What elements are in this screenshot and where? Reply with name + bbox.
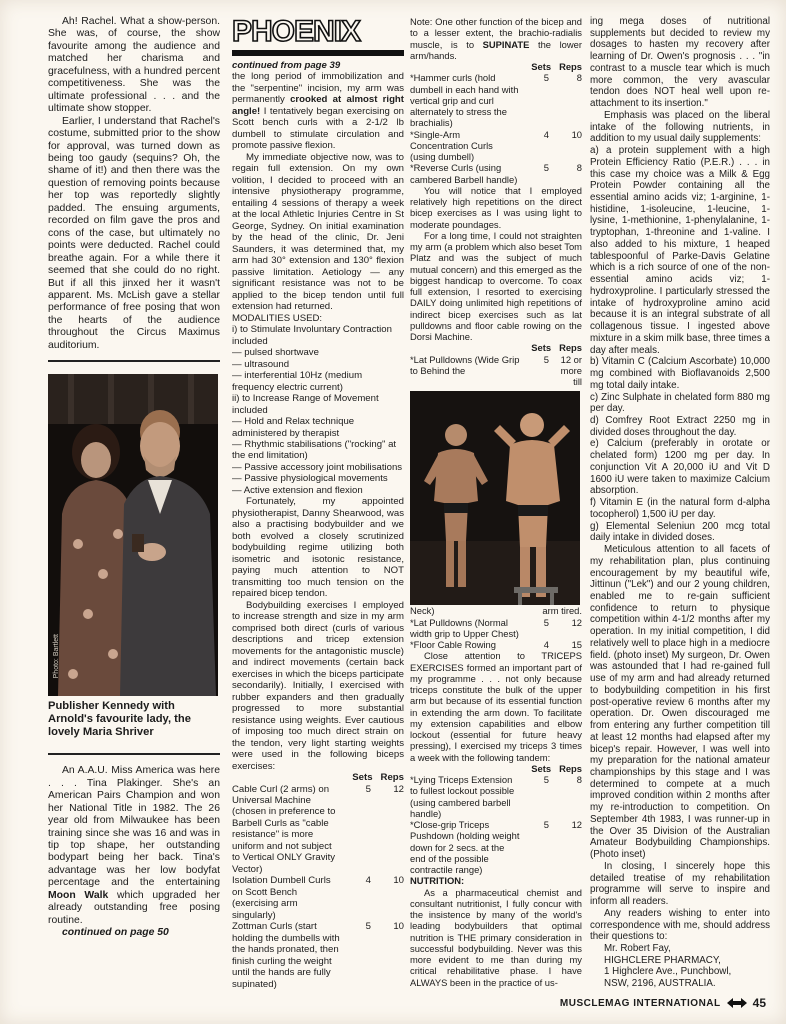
nutrition-heading: NUTRITION: (410, 875, 465, 887)
text: the long period of immobilization and the "serpentine" incision, my arm was permanently (232, 71, 404, 106)
exercise-sets: 5 (543, 353, 549, 365)
bold-text: crooked at almost right angle! (232, 94, 404, 117)
column-1 (48, 16, 220, 940)
exercise-table (410, 72, 582, 185)
photo-kennedy-shriver (48, 374, 218, 696)
exercise-row (410, 72, 582, 128)
article-paragraph (410, 16, 582, 61)
exercise-table (410, 617, 582, 651)
exercise-reps: 10 (393, 921, 404, 933)
exercise-reps: 12 (571, 819, 582, 830)
address-block (590, 943, 770, 990)
article-paragraph: Close attention to TRICEPS EXERCISES formed an important part of my programme . . . not only because triceps constitute the bulk of the upper arm but because of its essential function in extending the arm down. To facilitate my extension capabilities and elbow lockout (essential for future heavy pressing), I exercised my triceps 3 times a week with the following tandem: (410, 650, 582, 763)
article-paragraph (232, 71, 404, 151)
exercise-row (410, 354, 582, 388)
article-paragraph: In closing, I sincerely hope this detailed treatise of my rehabilitation programme will serve to inspire and inform all readers. (590, 860, 770, 908)
exercise-row (410, 129, 582, 163)
story-paragraph: Earlier, I understand that Rachel's costume, submitted prior to the show for approval, was turned down as being too gaudy (sequins? Oh, the shame of it!) and then there was the question of removing points because her top was reportedly slightly padded. The ensuing arguments, recorded on film gave the pros and cons of the case, but ultimately no points were deducted. Rachel could breathe again. For a while there it seemed that she could do no right. But if all this jinxed her it wasn't apparent. Ms. McLish gave a stellar performance of free posing that won the hearts of the audience throughout the Circus Maximus auditorium. (48, 115, 220, 351)
exercise-name: Cable Curl (2 arms) on Universal Machine (chosen in preference to Barbell Curls as "cable resistance" is more uniform and not subject to Vertical ONLY Gravity Vector) (232, 783, 336, 875)
exercise-sets: 4 (543, 128, 549, 140)
exercise-reps: arm tired. (542, 605, 582, 617)
reps-header: Reps (559, 342, 582, 354)
modality-item: — pulsed shortwave (232, 347, 319, 359)
exercise-row (410, 774, 582, 819)
exercise-sets: 5 (543, 616, 549, 628)
exercise-table (410, 774, 582, 875)
modality-item: — interferential 10Hz (medium frequency electric current) (232, 370, 363, 393)
modalities-list (232, 313, 404, 497)
photo-credit: Photo: Bartlett (53, 633, 60, 679)
magazine-name: MUSCLEMAG INTERNATIONAL (559, 997, 721, 1009)
exercise-sets: 4 (543, 639, 549, 650)
address-line: Mr. Robert Fay, (604, 943, 671, 955)
address-line: NSW, 2196, AUSTRALIA. (604, 978, 716, 990)
article-paragraph: Any readers wishing to enter into correspondence with me, should address their questions to: (590, 907, 770, 943)
article-paragraph: Bodybuilding exercises I employed to increase strength and size in my arm comprised both direct (curls of various descriptions and tricep extension movements for the antagonistic muscle) and indirect movements (certain back exercises in which the biceps participate secondarily). Initially, I exercised with rubber expanders and then gradually progressed to more substantial resistance using weights. Ever cautious of imposing too much direct strain on the tendon, very light starting weights were used in the following biceps exercises: (232, 599, 404, 772)
sets-header: Sets (531, 762, 552, 774)
exercise-row (410, 617, 582, 640)
exercise-sets: 5 (543, 774, 549, 785)
modality-item: — Passive accessory joint mobilisations (232, 461, 403, 473)
modality-item: ii) to Increase Range of Movement included (232, 393, 379, 416)
moon-walk-bold: Moon Walk (48, 889, 109, 901)
phoenix-logo: PHOENIX (232, 16, 404, 56)
table-header (410, 763, 582, 774)
article-paragraph: Emphasis was placed on the liberal intake of the following nutrients, in addition to my usual daily supplements: (590, 109, 770, 145)
nutrient-item: g) Elemental Seleniun 200 mcg total daily intake in divided doses. (590, 520, 770, 544)
nutrient-item: f) Vitamin E (in the natural form d-alpha tocopherol) 1,500 iU per day. (590, 497, 770, 520)
modality-item: i) to Stimulate Involuntary Contraction included (232, 324, 392, 347)
exercise-reps: 15 (571, 639, 582, 650)
nutrient-item: d) Comfrey Root Extract 2250 mg in divided doses throughout the day. (590, 414, 770, 438)
sets-header: Sets (531, 342, 552, 354)
sets-header: Sets (531, 61, 552, 72)
table-header (232, 772, 404, 783)
photo-caption: Publisher Kennedy with Arnold's favourite lady, the lovely Maria Shriver (48, 700, 191, 739)
modality-item: — Passive physiological movements (232, 473, 388, 485)
exercise-name: *Close-grip Triceps Pushdown (holding weight down for 2 secs. at the end of the possible contractile range) (410, 819, 520, 875)
exercise-sets: 5 (543, 162, 549, 174)
address-line: HIGHCLERE PHARMACY, (604, 954, 721, 966)
article-paragraph: You will notice that I employed relatively high repetitions on the direct bicep exercises as I was using light to moderate poundages. (410, 184, 582, 230)
text: Note: One other function of the bicep and to a lesser extent, the brachio-radialis muscle, is to (410, 16, 582, 50)
exercise-row (410, 639, 582, 650)
story-text-end: which upgraded her already outstanding free posing routine. (48, 889, 220, 926)
exercise-sets: 5 (543, 72, 549, 84)
article-paragraph: For a long time, I could not straighten my arm (a problem which also beset Tom Platz and was the subject of much mutual concern) and this emerged as the biggest handicap to overcome. To coax full extension, I resorted to exercising DAILY doing unlimited high repetitions of indirect bicep exercises such as lat pulldowns and floor cable rowing on the Dorsi Machine. (410, 229, 582, 342)
exercise-reps: 12 (571, 616, 582, 628)
arrows-logo-icon (727, 998, 747, 1008)
text: the lower arm/hands. (410, 38, 582, 61)
divider (48, 753, 220, 755)
story-paragraph (48, 765, 220, 927)
exercise-reps: 10 (571, 128, 582, 140)
page-number: 45 (752, 996, 766, 1010)
exercise-table (232, 784, 404, 991)
reps-header: Reps (559, 61, 582, 72)
exercise-name: *Single-Arm Concentration Curls (using dumbell) (410, 128, 493, 162)
exercise-name: *Lying Triceps Extension to fullest lockout possible (using cambered barbell handle) (410, 774, 515, 819)
exercise-row (410, 819, 582, 875)
exercise-name: Zottman Curls (start holding the dumbells with the hands pronated, then finish curling the weight until the hands are fully supinated) (232, 921, 340, 990)
sets-header: Sets (352, 772, 373, 784)
exercise-reps: 8 (576, 774, 582, 785)
exercise-name: *Reverse Curls (using cambered Barbell handle) (410, 162, 518, 185)
reps-header: Reps (559, 762, 582, 774)
exercise-row (232, 784, 404, 876)
exercise-row (232, 875, 404, 921)
exercise-sets: 5 (543, 819, 549, 830)
exercise-name: *Floor Cable Rowing (410, 639, 496, 650)
exercise-row (410, 605, 582, 616)
story-text: An A.A.U. Miss America was here . . . Tina Plakinger. She's an American Pairs Champion and won her National Title in 1982. The 26 year old from Milwaukee has been training since she was 16 and was in tip top shape, her outstanding bodypart being her back. Tina's advantage was her low bodyfat percentage and the entertaining (48, 765, 220, 889)
table-header (410, 61, 582, 72)
exercise-name: *Lat Pulldowns (Normal width grip to Upper Chest) (410, 616, 519, 639)
reps-header: Reps (380, 772, 404, 784)
exercise-row (410, 162, 582, 185)
exercise-sets: 5 (365, 783, 371, 795)
exercise-reps: 8 (576, 72, 582, 84)
photo-bodybuilders (410, 391, 580, 605)
exercise-name: Neck) (410, 605, 435, 617)
photo-image (48, 374, 218, 696)
column-2 (232, 16, 404, 990)
table-header (410, 342, 582, 353)
column-4 (590, 16, 770, 990)
nutrient-item: a) a protein supplement with a high Protein Efficiency Ratio (P.E.R.) . . . in this case my choice was a Milk & Egg Protein Powder containing all the essential amino acids viz; 1-arginine, 1-histidine, 1-isoleucine, 1-leucine, 1-lysine, 1-methionine, 1-phenylalanine, 1-tryptophan, 1-threonine and 1-valine. I also added to his mixture, 1 heaped tablespoonful of Parke-Davis Gelatine which is a rich source of one of the non-essential amino acids viz; 1-hydroxyproline. I particularly stressed the intake of hydroxyproline amino acid because it is an integral substrate of all collagenous tissue. I ingested above mixture in a skim milk base, three times a day after meals. (590, 145, 770, 356)
page-footer (560, 996, 766, 1010)
exercise-name: *Lat Pulldowns (Wide Grip to Behind the (410, 353, 520, 376)
exercise-sets: 4 (365, 875, 371, 887)
exercise-sets: 5 (365, 921, 371, 933)
nutrient-item: c) Zinc Sulphate in chelated form 880 mg per day. (590, 391, 770, 415)
exercise-row (232, 921, 404, 990)
continued-from: continued from page 39 (232, 60, 341, 71)
exercise-name: Isolation Dumbell Curls on Scott Bench (exercising arm singularly) (232, 875, 331, 921)
continued-on: continued on page 50 (62, 927, 169, 939)
divider (48, 360, 220, 362)
exercise-reps: 12 (393, 783, 404, 795)
nutrient-item: e) Calcium (preferably in orotate or chelated form) 1200 mg per day. In conjunction Vit A 20,000 iU and Vit D 1600 iU were taken to maximize Calcium absorption. (590, 438, 770, 497)
story-paragraph: Ah! Rachel. What a show-person. She was, of course, the show favourite among the audience and matched her charisma and gracefulness, with a hundred percent competitiveness. She was the ultimate professional . . . and the ultimate show stopper. (48, 16, 220, 115)
bold-text: SUPINATE (482, 38, 530, 50)
modality-item: — Rhythmic stabilisations ("rocking" at the end limitation) (232, 438, 397, 462)
photo-image (410, 391, 580, 605)
article-paragraph: My immediate objective now, was to regain full extension. On my own volition, I decided to proceed with an intensive physiotherapy programme, entailing 4 sessions of therapy a week at the local Athletic Injuries Centre in St George, Sydney. On initial examination by the head of the clinic, Dr. Jeni Saunders, it was determined that, my arm had 30° extension and 130° flexion passive limitation. Aetiology — any significant resistance was not to be applied to the bicep tendon until full extension had returned. (232, 151, 404, 313)
modality-item: — Hold and Relax technique administered by therapist (232, 416, 355, 439)
article-paragraph: Fortunately, my appointed physiotherapist, Danny Shearwood, was also a practising bodybuilder and we both evolved a closely scrutinized bodybuilding regime utilizing both isometric and isotonic resistance, paying much attention to NOT transmitting too much tension on the repaired bicep tendon. (232, 496, 404, 600)
exercise-name: *Hammer curls (hold dumbell in each hand with vertical grip and curl alternately to stress the brachialis) (410, 72, 519, 129)
article-paragraph: As a pharmaceutical chemist and consultant nutritionist, I fully concur with the insistence by many of the world's leading bodybuilders that optimal nutrition is THE primary consideration in successful bodybuilding. Never was this more evident to me than during my critical rehabilitative phase. I have ALWAYS been in the practice of us- (410, 886, 582, 988)
exercise-reps: 10 (393, 875, 404, 887)
modality-item: — Active extension and flexion (232, 484, 363, 496)
nutrient-item: b) Vitamin C (Calcium Ascorbate) 10,000 mg combined with Bioflavanoids 2,500 mg total daily intake. (590, 356, 770, 391)
article-paragraph: ing mega doses of nutritional supplements but decided to review my dosages to hasten my recovery after learning of Dr. Owen's prognosis . . . "in contrast to a muscle tear which is much more common, the very avascular tendon does NOT heal well upon re-attachment to its insertion." (590, 16, 770, 110)
article-paragraph: Meticulous attention to all facets of my rehabilitation plan, plus continuing encouragement by my beautiful wife, Jittinun ("Lek") and our 2 young children, enabled me to re-gain sufficient confidence to return to physique competition within 4-1/2 months after my operation. In my initial competition, I did relatively well to place high in a mediocre field. (photo inset) My surgeon, Dr. Owen was astounded that I had re-gained full use of my arm and had already returned to bodybuilding competition in his first post-operative review 6 months after my operation. Dr. Owen discouraged me from entering any further competition till at least 12 months had elapsed after my bicep's repair. However, I was well into my preparation for the national amateur championships by this stage and I was determined to compete at a much improved condition within 2 months after my re-introduction to competition. On September 4th 1983, I was runner-up in the Over 35 Division of the Australian Amateur Bodybuilding Championships. (Photo inset) (590, 544, 770, 861)
modality-item: — ultrasound (232, 358, 290, 370)
address-line: 1 Highclere Ave., Punchbowl, (604, 966, 732, 978)
text: I tentatively began exercising on Scott bench curls with a 2-1/2 lb dumbell to stimulate circulation and promote passive flexion. (232, 105, 404, 152)
modality-item: MODALITIES USED: (232, 312, 323, 324)
exercise-reps: 12 or more till (560, 353, 582, 387)
column-3 (410, 16, 582, 988)
nutrient-list (590, 145, 770, 544)
exercise-reps: 8 (576, 162, 582, 174)
